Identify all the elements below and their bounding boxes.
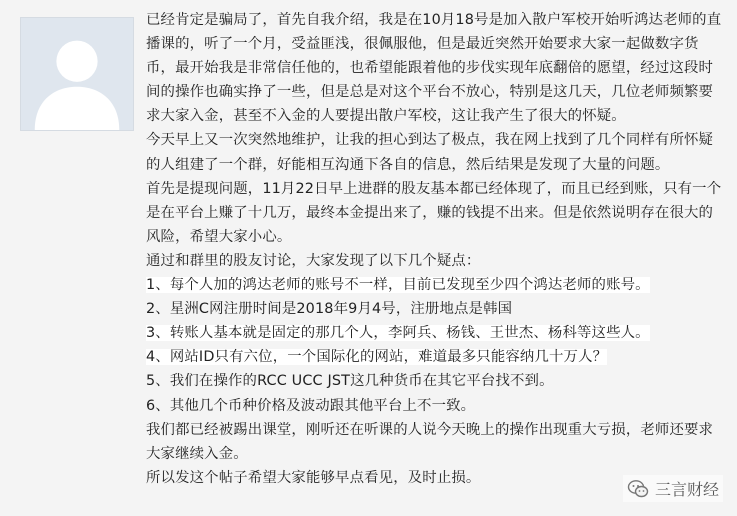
doubt-item-5: 5、我们在操作的RCC UCC JST这几种货币在其它平台找不到。 xyxy=(146,373,554,390)
paragraph-intro: 已经肯定是骗局了，首先自我介绍，我是在10月18号是加入散户军校开始听鸿达老师的直播课的，听了一个月，受益匪浅，很佩服他，但是最近突然开始要求大家一起做数字货币，最开始我是非常信任他的，也希望能跟着他的步伐实现年底翻倍的愿望，经过这段时间的操作也确实挣了一些，但是总是对这个平台不放心，特别是这几天，几位老师频繁要求大家入金，甚至不入金的人要提出散户军校，这让我产生了很大的怀疑。 xyxy=(146,12,722,125)
doubt-item-2: 2、星洲C网注册时间是2018年9月4号，注册地点是韩国 xyxy=(146,301,513,318)
doubt-item-1 xyxy=(146,273,724,297)
doubt-item-4 xyxy=(146,345,724,369)
wechat-icon xyxy=(627,478,649,500)
paragraph-doubts-heading: 通过和群里的股友讨论，大家发现了以下几个疑点： xyxy=(146,252,481,269)
post-body xyxy=(146,8,724,490)
doubt-item-1-text: 1、每个人加的鸿达老师的账号不一样，目前已发现至少四个鸿达老师的账号。 xyxy=(146,277,650,294)
watermark-label: 三言财经 xyxy=(654,480,719,499)
doubt-item-3 xyxy=(146,321,724,345)
paragraph-kicked-out: 我们都已经被踢出课堂，刚听还在听课的人说今天晚上的操作出现重大亏损，老师还要求大家继续入金。 xyxy=(146,421,714,462)
avatar[interactable] xyxy=(20,17,134,131)
doubt-item-4-text: 4、网站ID只有六位，一个国际化的网站，难道最多只能容纳几十万人？ xyxy=(146,349,608,366)
watermark xyxy=(623,475,723,502)
doubt-item-6: 6、其他几个币种价格及波动跟其他平台上不一致。 xyxy=(146,397,476,414)
default-user-avatar-icon xyxy=(21,18,133,130)
paragraph-maintenance: 今天早上又一次突然地维护，让我的担心到达了极点，我在网上找到了几个同样有所怀疑的人组建了一个群，好能相互沟通下各自的信息，然后结果是发现了大量的问题。 xyxy=(146,132,714,173)
doubt-item-3-text: 3、转账人基本就是固定的那几个人，李阿兵、杨钱、王世杰、杨科等这些人。 xyxy=(146,325,650,342)
paragraph-closing: 所以发这个帖子希望大家能够早点看见，及时止损。 xyxy=(146,469,481,486)
paragraph-withdrawal: 首先是提现问题，11月22日早上进群的股友基本都已经体现了，而且已经到账，只有一个是在平台上赚了十几万，最终本金提出来了，赚的钱提不出来。但是依然说明存在很大的风险，希望大家小心。 xyxy=(146,180,722,245)
